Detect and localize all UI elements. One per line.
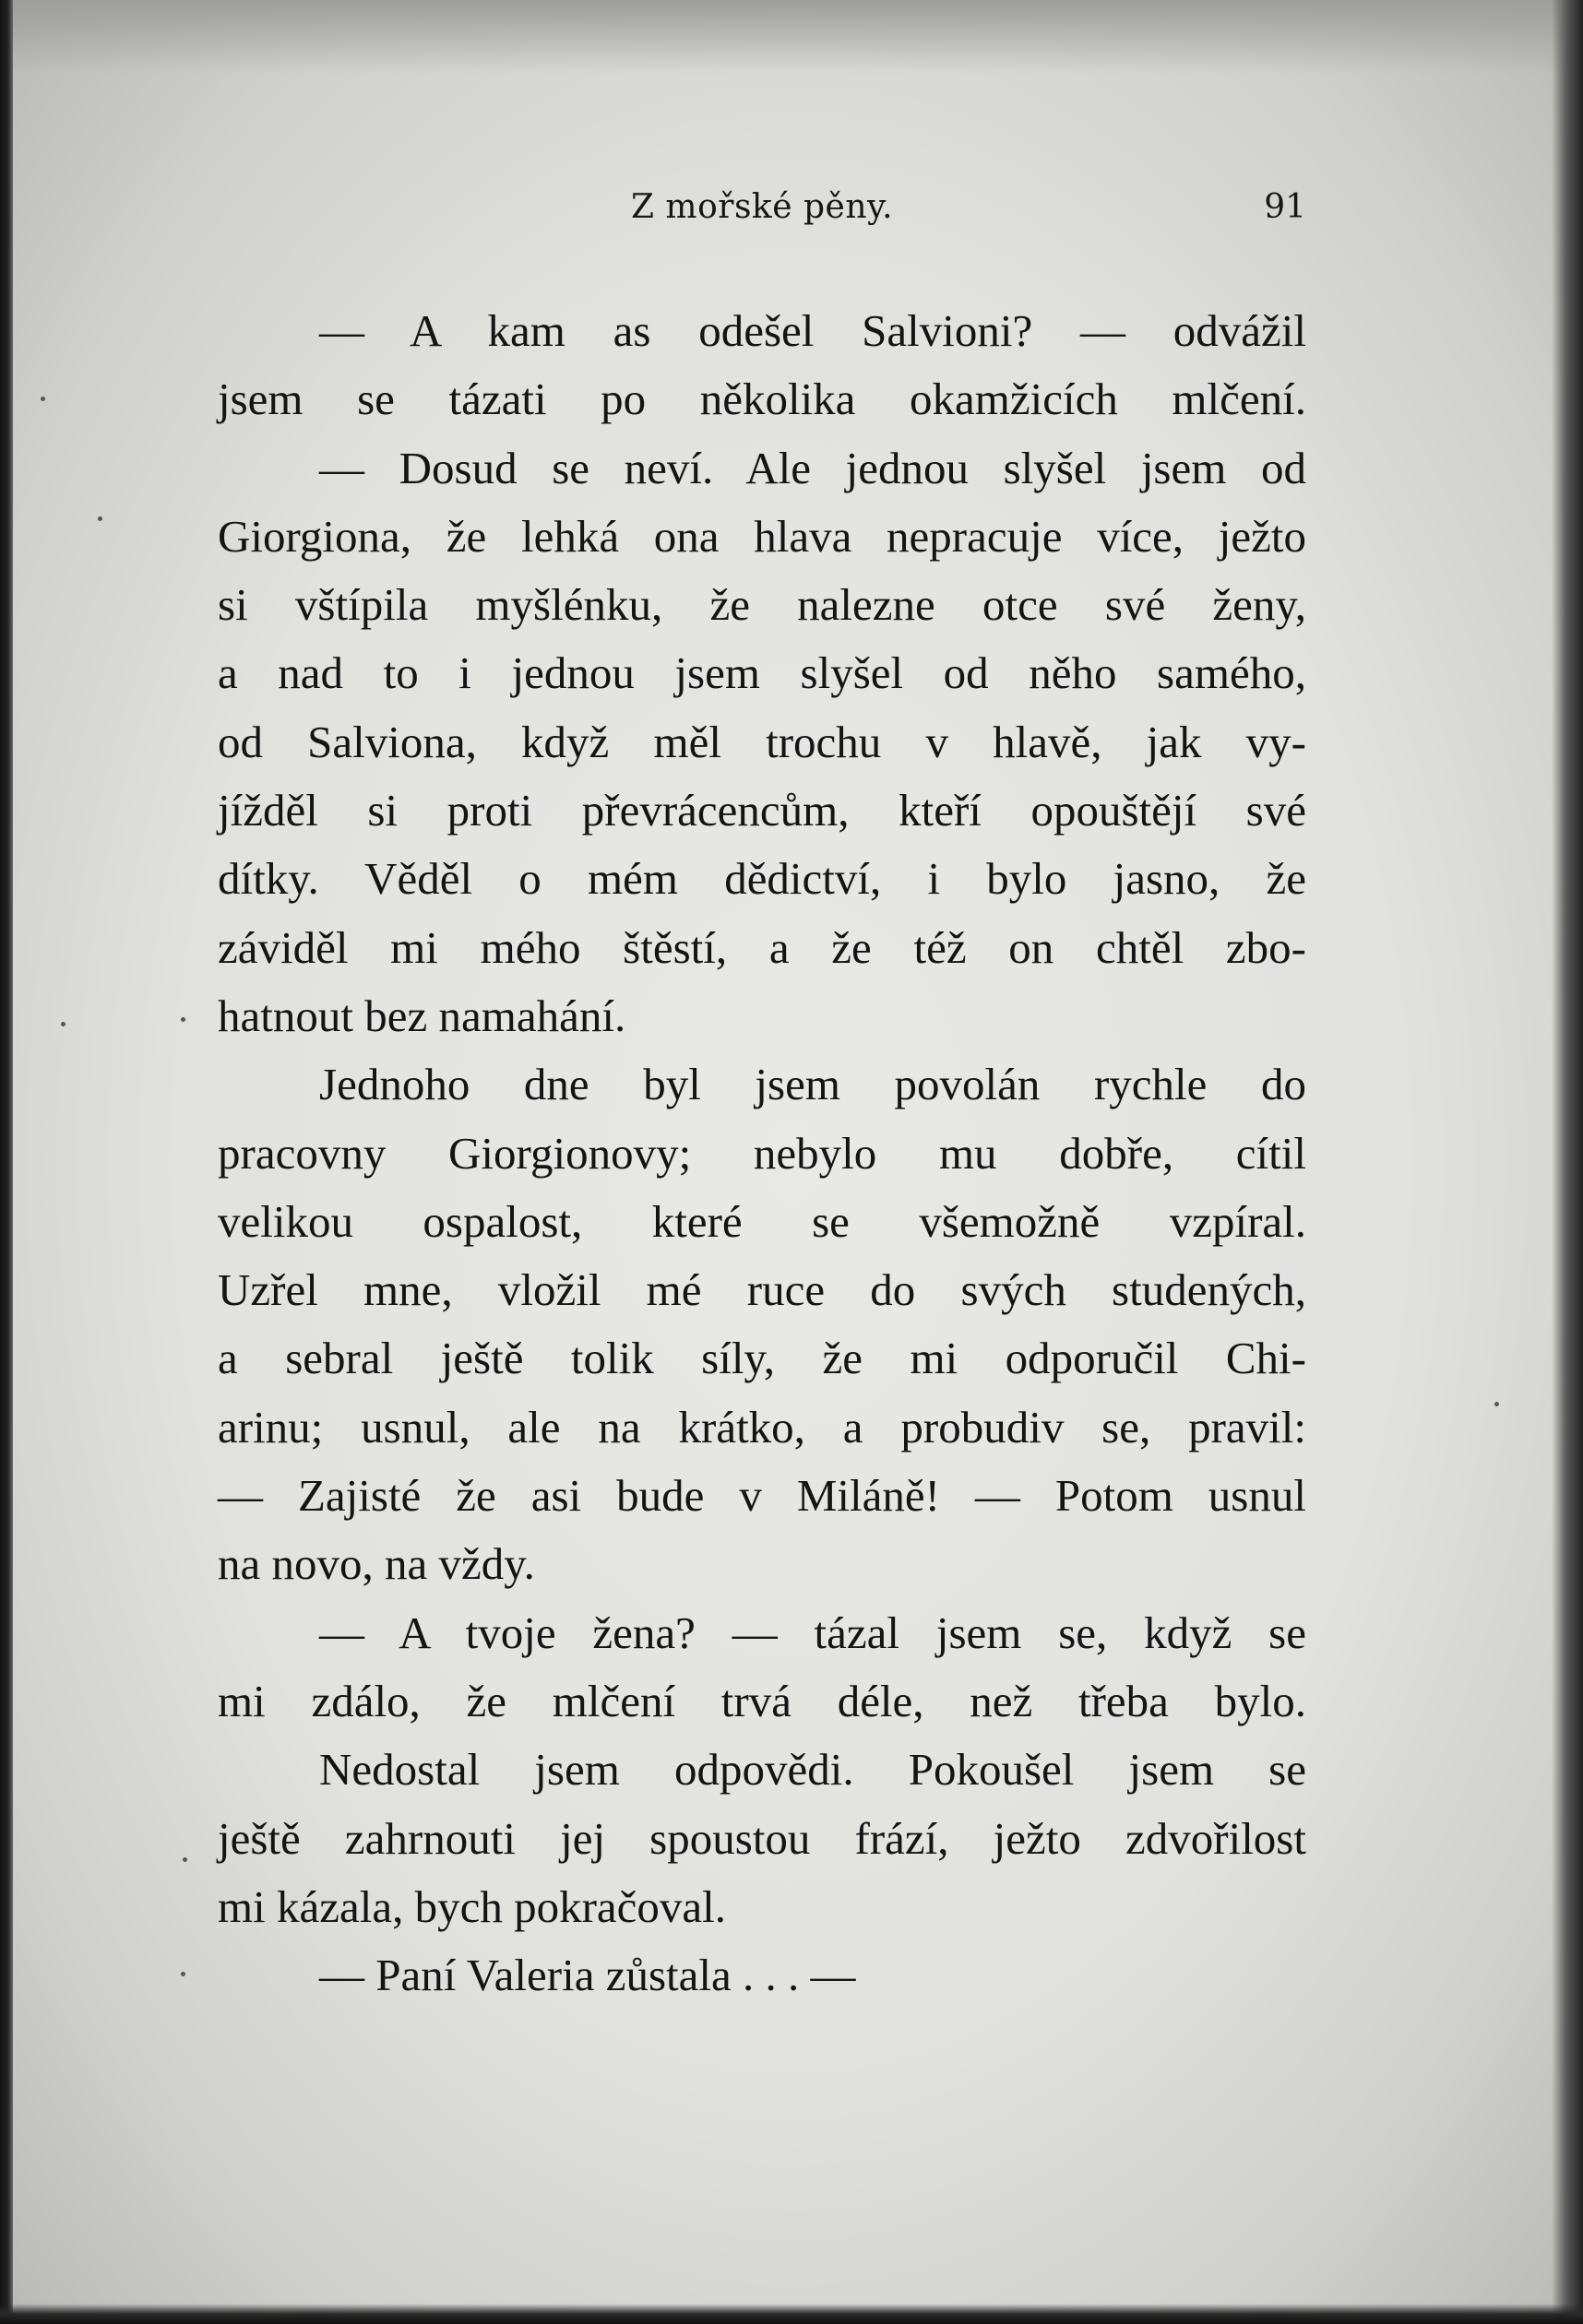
text-line: si vštípila myšlénku, že nalezne otce své ženy, (218, 579, 1306, 631)
text-line: a sebral ještě tolik síly, že mi odporučil Chi- (218, 1333, 1306, 1384)
text-line: ještě zahrnouti jej spoustou frází, ježto zdvořilost (218, 1812, 1306, 1864)
text-line: na novo, na vždy. (218, 1538, 535, 1590)
scan-speck (61, 1022, 65, 1026)
text-line: mi zdálo, že mlčení trvá déle, než třeba bylo. (218, 1675, 1306, 1726)
text-line: jížděl si proti převrácencům, kteří opouštějí své (218, 785, 1306, 836)
scan-speck (181, 1972, 185, 1976)
text-line: hatnout bez namahání. (218, 990, 626, 1041)
text-line: Nedostal jsem odpovědi. Pokoušel jsem se (319, 1744, 1306, 1796)
text-line: mi kázala, bych pokračoval. (218, 1880, 727, 1932)
running-title: Z mořské pěny. (630, 188, 894, 226)
text-line: Jednoho dne byl jsem povolán rychle do (319, 1059, 1306, 1110)
text-line: a nad to i jednou jsem slyšel od něho samého, (218, 647, 1306, 699)
text-line: pracovny Giorgionovy; nebylo mu dobře, cítil (218, 1127, 1306, 1179)
page-right-edge (1552, 0, 1583, 2324)
body-text (218, 297, 1306, 2010)
text-line: — A kam as odešel Salvioni? — odvážil (319, 305, 1306, 356)
text-line: od Salviona, když měl trochu v hlavě, jak vy- (218, 716, 1306, 767)
text-line: — A tvoje žena? — tázal jsem se, když se (319, 1607, 1306, 1658)
scan-speck (98, 516, 102, 521)
page-left-edge (0, 0, 13, 2324)
scan-speck (181, 1017, 185, 1022)
page-bottom-edge (0, 2304, 1583, 2324)
page-number: 91 (1264, 188, 1306, 226)
text-line: arinu; usnul, ale na krátko, a probudiv se, pravil: (218, 1401, 1306, 1452)
text-line: jsem se tázati po několika okamžicích mlčení. (218, 374, 1306, 425)
page-header (218, 181, 1306, 236)
scan-speck (183, 1857, 187, 1862)
page-top-shadow (0, 0, 1583, 74)
scan-speck (1494, 1402, 1499, 1406)
text-line: dítky. Věděl o mém dědictví, i bylo jasno, že (218, 853, 1306, 905)
text-line: velikou ospalost, které se všemožně vzpíral. (218, 1195, 1306, 1247)
text-line: Giorgiona, že lehká ona hlava nepracuje více, ježto (218, 510, 1306, 562)
text-line: Uzřel mne, vložil mé ruce do svých studených, (218, 1264, 1306, 1316)
text-line: — Dosud se neví. Ale jednou slyšel jsem od (319, 442, 1306, 493)
text-line: záviděl mi mého štěstí, a že též on chtěl zbo- (218, 921, 1306, 973)
scan-speck (41, 397, 45, 401)
text-line: — Paní Valeria zůstala . . . — (319, 1950, 856, 2001)
text-line: — Zajisté že asi bude v Miláně! — Potom usnul (218, 1470, 1306, 1522)
